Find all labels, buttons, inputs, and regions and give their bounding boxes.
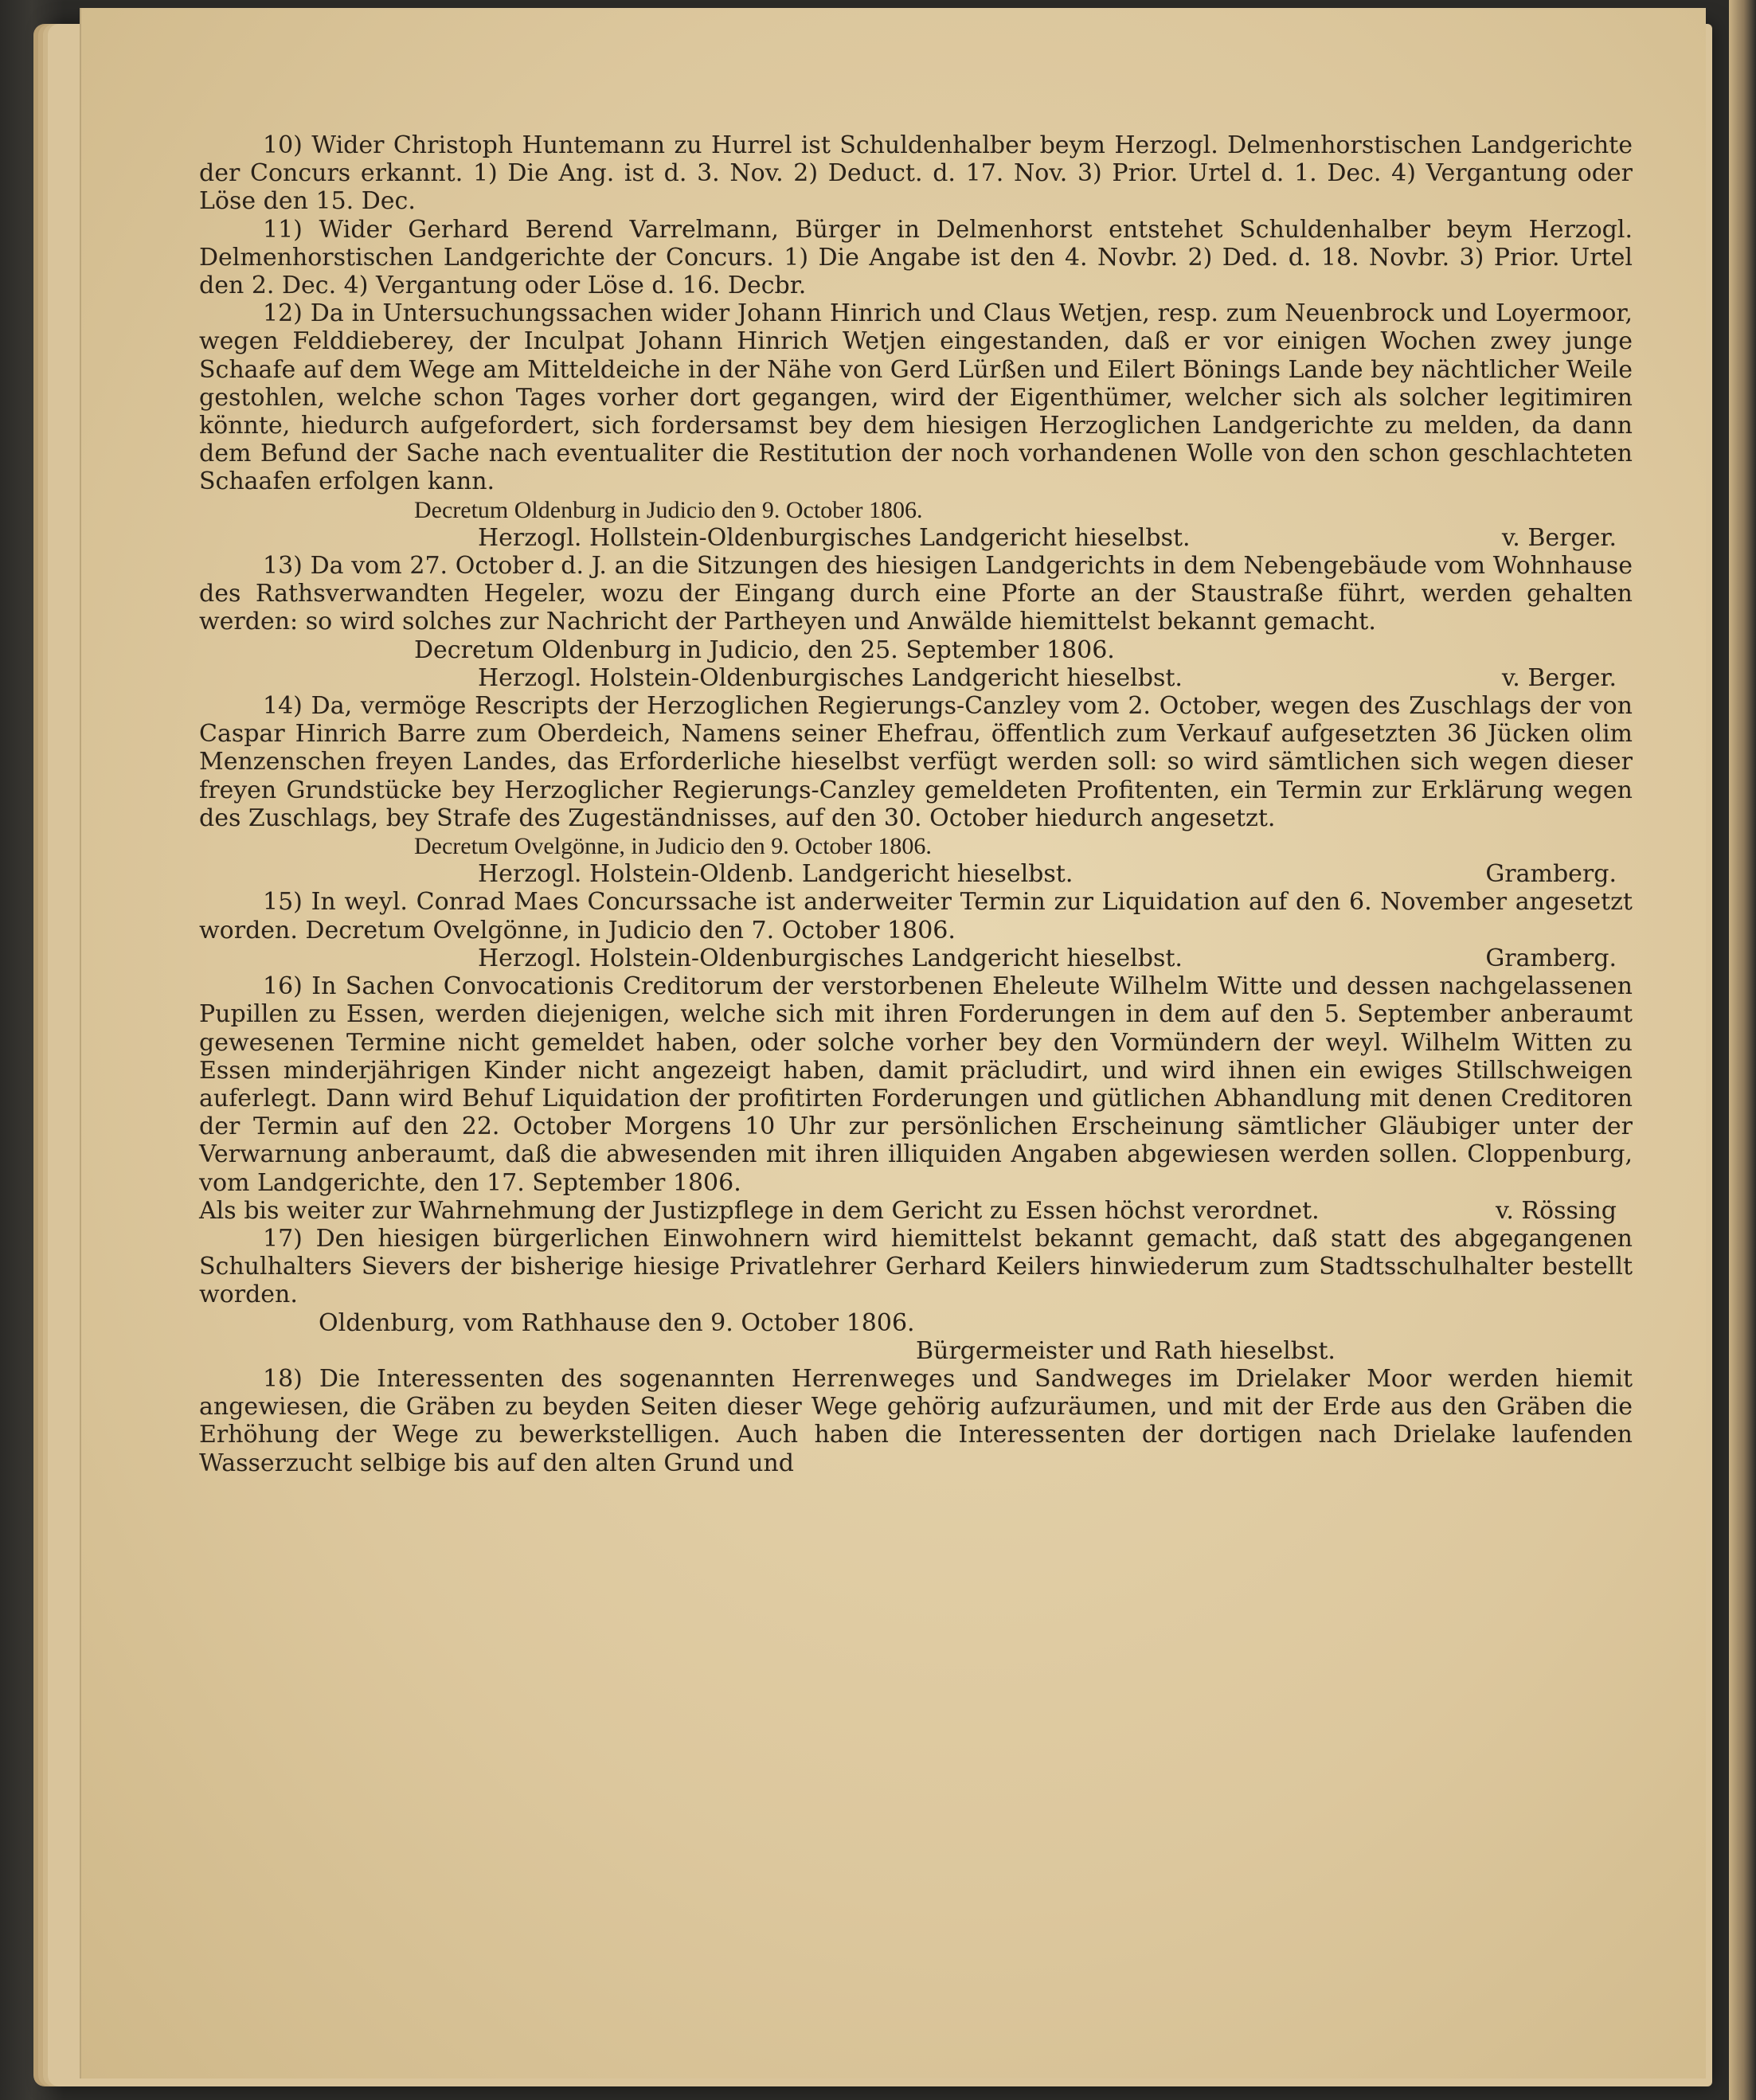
decree-line: Decretum Oldenburg in Judicio, den 25. September 1806. bbox=[414, 635, 1115, 664]
court-signature: Herzogl. Holstein-Oldenb. Landgericht hieselbst. Gramberg. bbox=[478, 860, 1617, 889]
council-signature: Bürgermeister und Rath hieselbst. bbox=[916, 1336, 1336, 1365]
court-signature: Herzogl. Hollstein-Oldenburgisches Landgericht hieselbst. v. Berger. bbox=[478, 523, 1617, 552]
court-signature: Herzogl. Holstein-Oldenburgisches Landgericht hieselbst. Gramberg. bbox=[478, 944, 1617, 972]
entry-11: 11) Wider Gerhard Berend Varrelmann, Bürger in Delmenhorst entstehet Schuldenhalber beym Herzogl. Delmenhorstischen Landgerichte der Concurs. 1) Die Angabe ist den 4. Novbr. 2) Ded. d. 18. Novbr. 3) Prior. Urtel den 2. Dec. 4) Vergantung oder Löse d. 16. Decbr. bbox=[199, 215, 1633, 300]
entry-15: 15) In weyl. Conrad Maes Concurssache ist anderweiter Termin zur Liquidation auf den 6. November angesetzt worden. Decretum Ovelgönne, in Judicio den 7. October 1806. bbox=[199, 888, 1633, 944]
entry-17: 17) Den hiesigen bürgerlichen Einwohnern wird hiemittelst bekannt gemacht, daß statt des abgegangenen Schulhalters Sievers der bisherige hiesige Privatlehrer Gerhard Keilers hinwiederum zum Stadtsschulhalter bestellt worden. bbox=[199, 1224, 1633, 1309]
entry-13: 13) Da vom 27. October d. J. an die Sitzungen des hiesigen Landgerichts in dem Nebengebäude vom Wohnhause des Rathsverwandten Hegeler, wozu der Eingang durch eine Pforte an der Staustraße führt, werden gehalten werden: so wird solches zur Nachricht der Partheyen und Anwälde hiemittelst bekannt gemacht. bbox=[199, 552, 1633, 636]
entry-16: 16) In Sachen Convocationis Creditorum der verstorbenen Eheleute Wilhelm Witte und dessen nachgelassenen Pupillen zu Essen, werden diejenigen, welche sich mit ihren Forderungen in dem auf den 5. September anberaumt gewesenen Termine nicht gemeldet haben, oder solche vorher bey den Vormündern der weyl. Wilhelm Witten zu Essen minderjährigen Kinder nicht angezeigt haben, damit präcludirt, und wird ihnen ein ewiges Stillschweigen auferlegt. Dann wird Behuf Liquidation der profitirten Forderungen und gütlichen Abhandlung mit denen Creditoren der Termin auf den 22. October Morgens 10 Uhr zur persönlichen Erscheinung sämtlicher Gläubiger unter der Verwarnung anberaumt, daß die abwesenden mit ihren illiquiden Angaben abgewiesen werden sollen. Cloppenburg, vom Landgerichte, den 17. September 1806. bbox=[199, 972, 1633, 1197]
entry-18: 18) Die Interessenten des sogenannten Herrenweges und Sandweges im Drielaker Moor werden hiemit angewiesen, die Gräben zu beyden Seiten dieser Wege gehörig aufzuräumen, und mit der Erde aus den Gräben die Erhöhung der Wege zu bewerkstelligen. Auch haben die Interessenten der dortigen nach Drielake laufenden Wasserzucht selbige bis auf den alten Grund und bbox=[199, 1364, 1633, 1477]
entry-10: 10) Wider Christoph Huntemann zu Hurrel ist Schuldenhalber beym Herzogl. Delmenhorstischen Landgerichte der Concurs erkannt. 1) Die Ang. ist d. 3. Nov. 2) Deduct. d. 17. Nov. 3) Prior. Urtel d. 1. Dec. 4) Vergantung oder Löse den 15. Dec. bbox=[199, 131, 1633, 216]
closing-signature: Als bis weiter zur Wahrnehmung der Justizpflege in dem Gericht zu Essen höchst verordnet. v. Rössing bbox=[199, 1196, 1617, 1225]
page-text bbox=[199, 131, 1633, 1477]
court-signature: Herzogl. Holstein-Oldenburgisches Landgericht hieselbst. v. Berger. bbox=[478, 663, 1617, 692]
book-gutter bbox=[1729, 0, 1756, 2100]
entry-12: 12) Da in Untersuchungssachen wider Johann Hinrich und Claus Wetjen, resp. zum Neuenbrock und Loyermoor, wegen Felddieberey, der Inculpat Johann Hinrich Wetjen eingestanden, daß er vor einigen Wochen zwey junge Schaafe auf dem Wege am Mitteldeiche in der Nähe von Gerd Lürßen und Eilert Bönings Lande bey nächtlicher Weile gestohlen, welche schon Tages vorher dort gegangen, wird der Eigenthümer, welcher sich als solcher legitimiren könnte, hiedurch aufgefordert, sich fordersamst bey dem hiesigen Herzoglichen Landgerichte zu melden, da dann dem Befund der Sache nach eventualiter die Restitution der noch vorhandenen Wolle von den schon geschlachteten Schaafen erfolgen kann. bbox=[199, 299, 1633, 496]
decree-line: Decretum Oldenburg in Judicio den 9. October 1806. bbox=[414, 496, 923, 523]
decree-line: Decretum Ovelgönne, in Judicio den 9. October 1806. bbox=[414, 833, 932, 860]
place-date-line: Oldenburg, vom Rathhause den 9. October 1806. bbox=[319, 1308, 915, 1337]
entry-14: 14) Da, vermöge Rescripts der Herzoglichen Regierungs-Canzley vom 2. October, wegen des Zuschlags der von Caspar Hinrich Barre zum Oberdeich, Namens seiner Ehefrau, öffentlich zum Verkauf aufgesetzten 36 Jücken olim Menzenschen freyen Landes, das Erforderliche hieselbst verfügt werden soll: so wird sämtlichen sich wegen dieser freyen Grundstücke bey Herzoglicher Regierungs-Canzley gemeldeten Profitenten, ein Termin zur Erklärung wegen des Zuschlags, bey Strafe des Zugeständnisses, auf den 30. October hiedurch angesetzt. bbox=[199, 692, 1633, 832]
